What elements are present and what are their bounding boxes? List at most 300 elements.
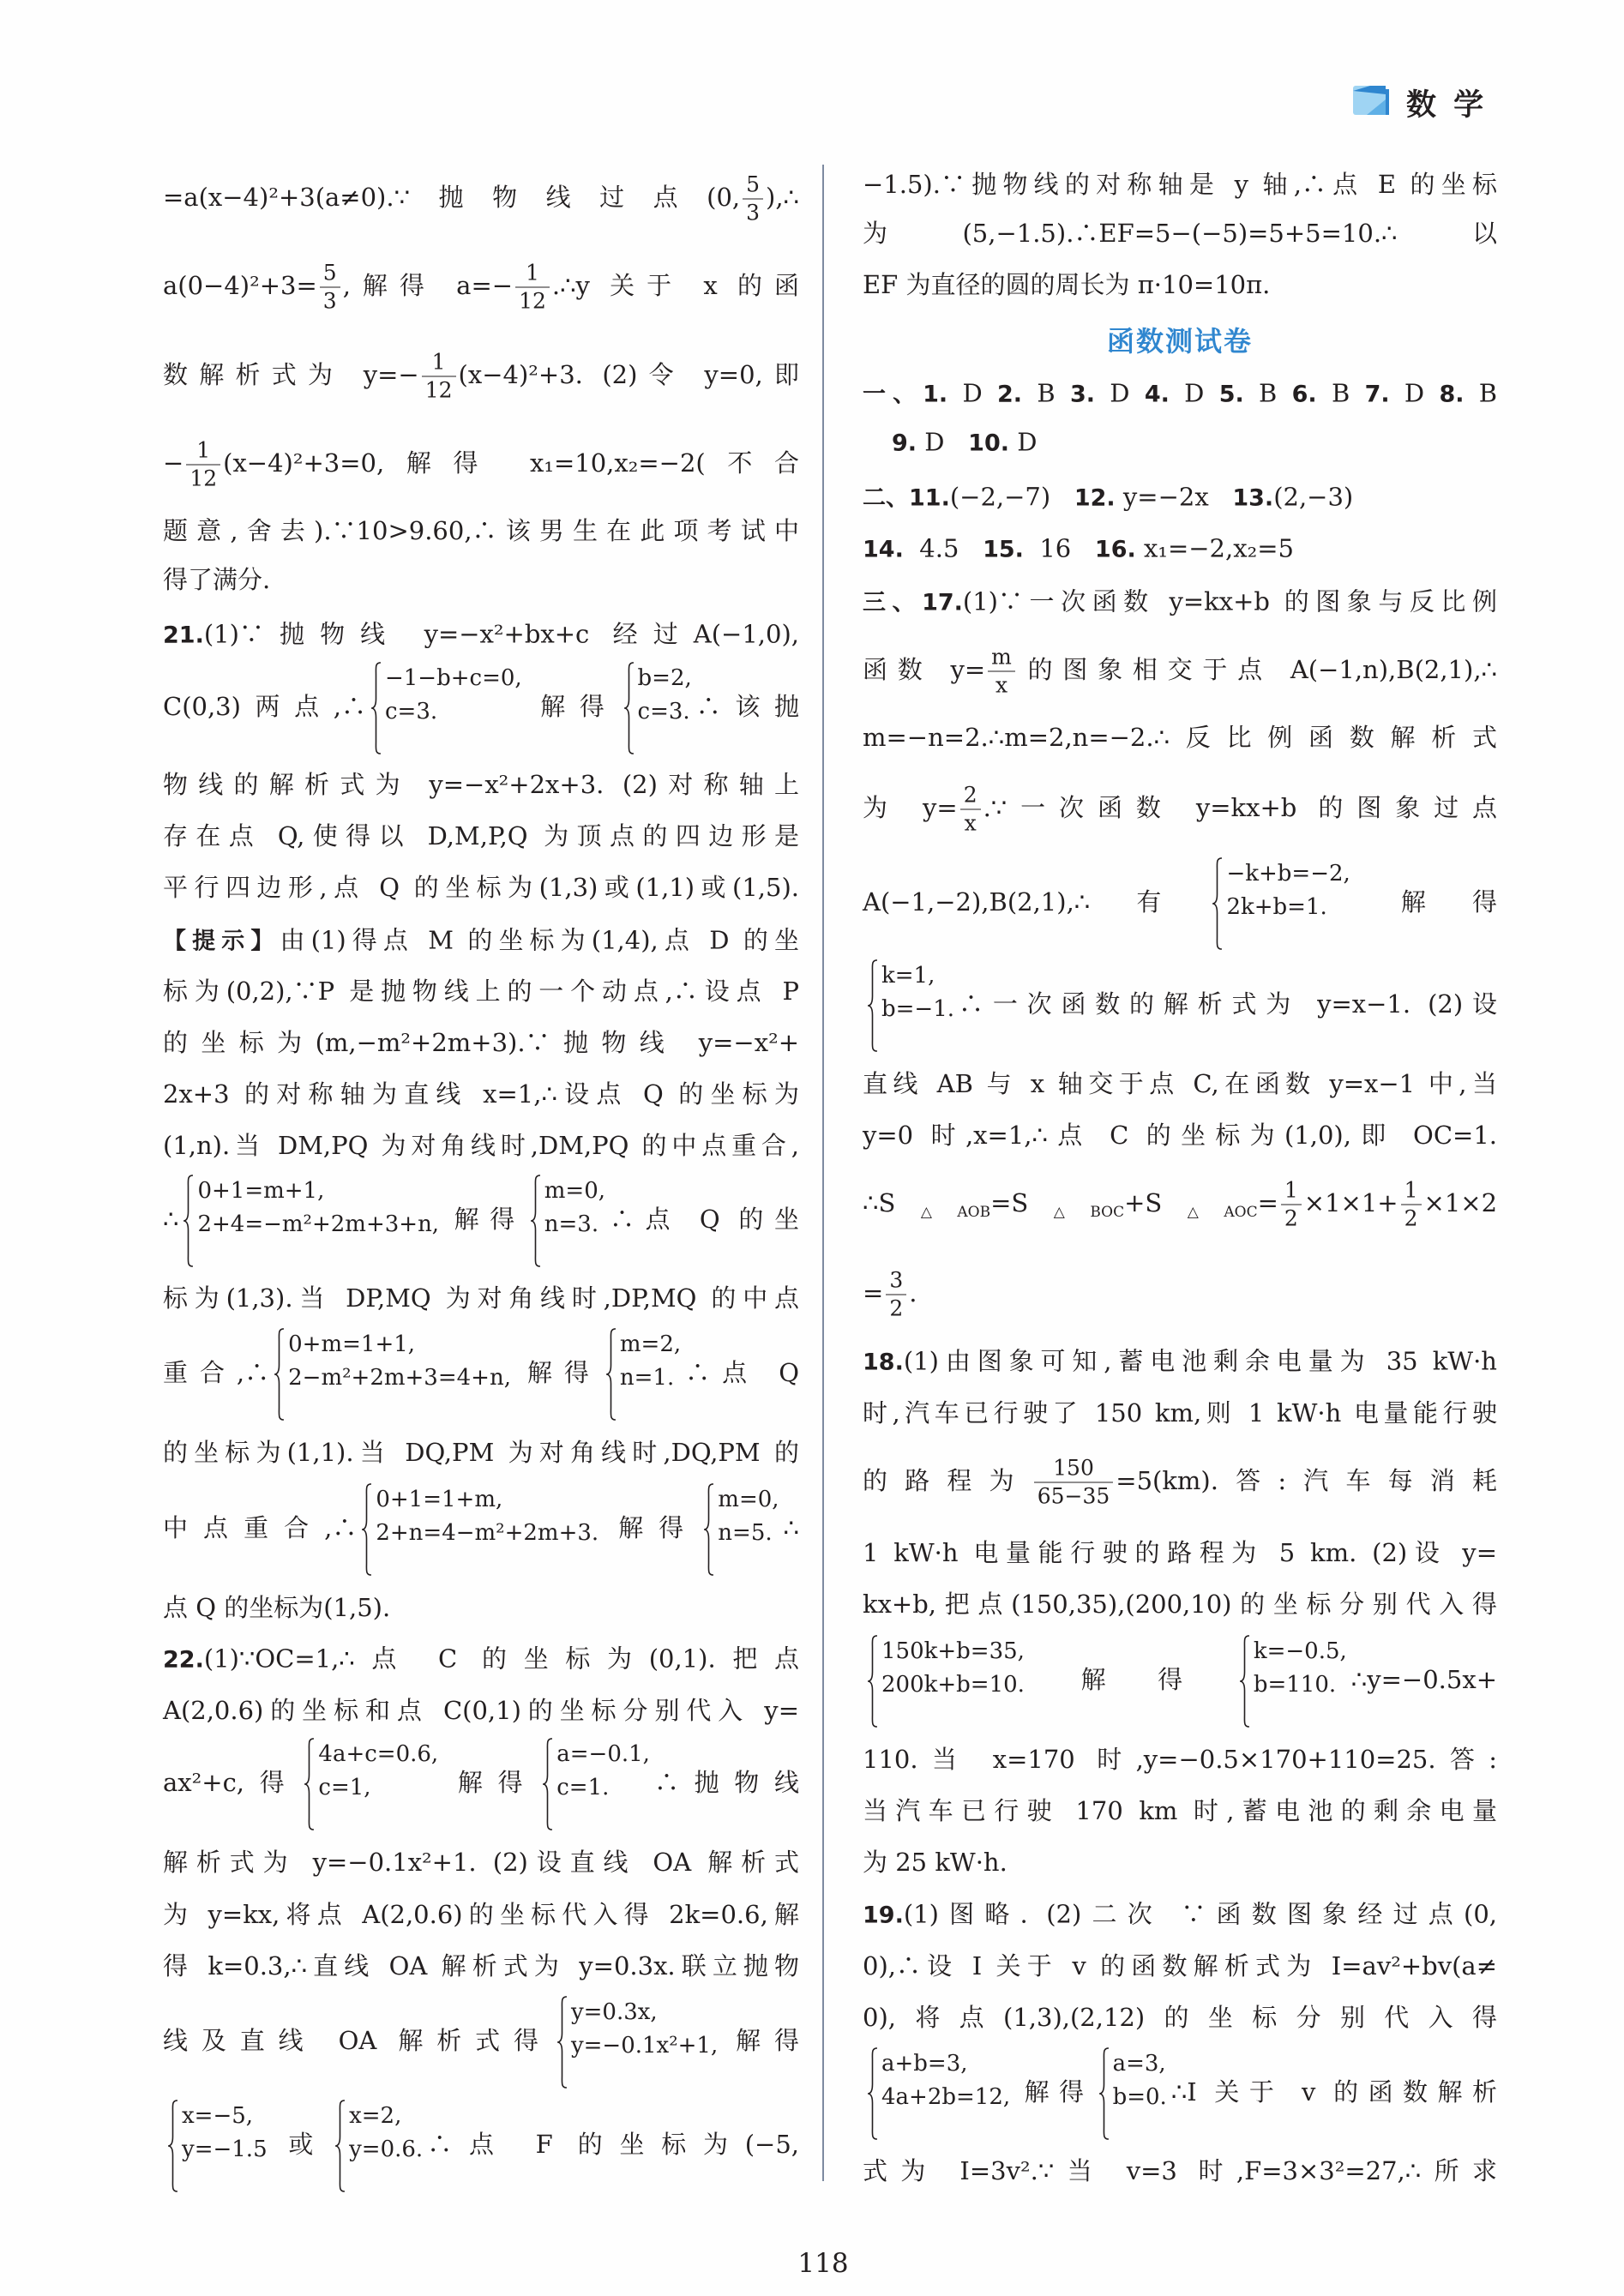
equation-row: a+b=3,	[881, 2050, 968, 2077]
text-run: 解得	[1354, 887, 1497, 917]
text-line	[863, 533, 1497, 565]
text-run: 16	[1023, 533, 1095, 563]
fraction-numerator: 5	[320, 261, 340, 288]
subject-title: 数 学	[1406, 88, 1488, 123]
left-brace-icon	[361, 1483, 372, 1576]
left-brace-icon	[1212, 857, 1223, 950]
text-line	[863, 378, 1497, 410]
question-number: 一、1.	[863, 381, 948, 408]
text-line	[163, 350, 799, 404]
equation-row: a=−0.1,	[556, 1740, 650, 1767]
fraction-numerator: 5	[743, 172, 763, 200]
text-run: 解得	[1028, 1665, 1235, 1695]
fraction-denominator: 3	[322, 288, 337, 314]
left-brace-icon	[867, 1635, 878, 1728]
text-line	[163, 872, 799, 903]
text-run: ∴该抛	[695, 692, 799, 722]
equation-row: 200k+b=10.	[881, 1671, 1025, 1698]
equation-row: n=5.	[718, 1519, 773, 1546]
equation-row: y=0.3x,	[570, 1998, 658, 2025]
left-brace-icon	[1239, 1635, 1250, 1728]
text-line	[863, 2047, 1497, 2140]
text-line	[863, 1795, 1497, 1826]
text-run: D	[917, 427, 969, 457]
equation-row: 150k+b=35,	[881, 1638, 1025, 1664]
text-line	[863, 1744, 1497, 1775]
text-run: (x−4)²+3=0,解得 x₁=10,x₂=−2(不合	[223, 448, 799, 478]
text-line	[163, 1027, 799, 1058]
text-run: 110.当 x=170 时,y=−0.5×170+110=25.答:	[863, 1744, 1497, 1774]
equation-row: c=3.	[384, 698, 438, 724]
text-run: 当汽车已行驶 170 km 时,蓄电池的剩余电量	[863, 1795, 1497, 1825]
text-line	[163, 515, 799, 546]
equation-rows	[376, 1483, 598, 1576]
equation-rows	[638, 662, 692, 754]
text-run: 式为 I=3v².∵当 v=3 时,F=3×3²=27,∴所求	[863, 2155, 1497, 2185]
left-brace-icon	[1098, 2047, 1110, 2140]
equation-row: n=1.	[619, 1364, 675, 1391]
text-run: 解析式为 y=−0.1x²+1. (2)设直线 OA 解析式	[163, 1847, 799, 1877]
text-line	[863, 1068, 1497, 1099]
equation-system	[304, 1738, 438, 1830]
text-run: C(0,3)两点,∴	[163, 692, 366, 722]
text-run: (2,−3)	[1273, 482, 1354, 512]
equation-row: b=−1.	[881, 995, 955, 1022]
question-number: 【提示】	[163, 928, 280, 955]
text-line	[163, 1328, 799, 1421]
text-run: =a(x−4)²+3(a≠0).∵抛物线过点(0,	[163, 183, 741, 212]
text-line	[163, 1950, 799, 1981]
left-brace-icon	[542, 1738, 553, 1830]
equation-system	[623, 662, 692, 754]
question-number: 16.	[1094, 536, 1136, 563]
fraction	[1034, 1456, 1114, 1510]
subscript: △AOC	[1162, 1204, 1258, 1221]
fraction-denominator: x	[995, 672, 1008, 698]
left-brace-icon	[556, 1996, 568, 2089]
equation-row: c=1.	[556, 1774, 610, 1800]
text-line	[163, 1738, 799, 1830]
fraction-denominator: 12	[519, 288, 546, 314]
text-run: y=−2x	[1115, 482, 1233, 512]
equation-system	[867, 2047, 1010, 2140]
equation-rows	[288, 1328, 511, 1421]
equation-rows	[1113, 2047, 1167, 2140]
question-number: 6.	[1291, 381, 1317, 408]
text-run: D	[1169, 378, 1219, 408]
page-number: 118	[797, 2248, 849, 2279]
text-line	[163, 261, 799, 315]
text-run: ∴I 关于 v 的函数解析	[1170, 2077, 1497, 2107]
fraction-numerator: 150	[1034, 1456, 1114, 1483]
text-line	[863, 645, 1497, 699]
text-run: ∴一次函数的解析式为 y=x−1. (2)设	[959, 989, 1497, 1019]
equation-row: 4a+2b=12,	[881, 2083, 1011, 2110]
subscript: △AOB	[895, 1204, 991, 1221]
text-line	[863, 1456, 1497, 1510]
text-run: (1)由图象可知,蓄电池剩余电量为 35 kW·h	[903, 1346, 1497, 1376]
equation-rows	[1254, 1635, 1347, 1728]
equation-system	[530, 1175, 605, 1267]
equation-rows	[881, 2047, 1010, 2140]
text-run: 解得	[722, 2026, 799, 2056]
fraction	[422, 350, 456, 404]
text-run: =5(km).答:汽车每消耗	[1116, 1466, 1497, 1495]
text-run: 0),将点(1,3),(2,12)的坐标分别代入得	[863, 2002, 1497, 2032]
fraction	[988, 645, 1015, 699]
left-brace-icon	[530, 1175, 541, 1267]
left-brace-icon	[867, 2047, 878, 2140]
equation-rows	[556, 1738, 650, 1830]
subscript: △BOC	[1028, 1204, 1125, 1221]
equation-row: a=3,	[1112, 2050, 1166, 2077]
question-number: 13.	[1232, 484, 1274, 512]
text-line	[163, 1592, 799, 1623]
equation-row: y=−1.5	[182, 2136, 268, 2162]
text-run: 线及直线 OA 解析式得	[163, 2026, 552, 2056]
text-run: .∴y 关于 x 的函	[551, 271, 800, 300]
text-line	[163, 820, 799, 851]
text-line	[163, 769, 799, 800]
text-run: ∴S	[863, 1188, 896, 1217]
question-number: 22.	[163, 1646, 204, 1674]
text-line	[163, 2100, 799, 2192]
fraction-denominator: 2	[1284, 1205, 1298, 1231]
text-run: −	[163, 448, 184, 478]
text-run: 得 k=0.3,∴直线 OA 解析式为 y=0.3x.联立抛物	[163, 1950, 799, 1980]
text-run: 的坐标为(1,1).当 DQ,PM 为对角线时,DQ,PM 的	[163, 1437, 799, 1467]
fraction	[1281, 1178, 1302, 1232]
left-brace-icon	[867, 959, 878, 1052]
fraction-denominator: 3	[746, 200, 761, 225]
fraction-denominator: 12	[189, 466, 218, 491]
equation-row: m=0,	[718, 1486, 779, 1512]
text-run: A(2,0.6)的坐标和点 C(0,1)的坐标分别代入 y=	[163, 1695, 799, 1725]
left-brace-icon	[605, 1328, 617, 1421]
text-run: ax²+c,得	[163, 1768, 300, 1798]
text-run: a(0−4)²+3=	[163, 271, 317, 300]
text-line	[163, 1175, 799, 1267]
text-line	[163, 1847, 799, 1878]
equation-rows	[544, 1175, 605, 1267]
equation-system	[1239, 1635, 1347, 1728]
equation-rows	[881, 959, 954, 1052]
text-run: 2x+3 的对称轴为直线 x=1,∴设点 Q 的坐标为	[163, 1079, 799, 1109]
text-run: 为(5,−1.5).∴EF=5−(−5)=5+5=10.∴以	[863, 218, 1497, 248]
question-number: 19.	[863, 1902, 904, 1929]
text-run: x₁=−2,x₂=5	[1135, 533, 1294, 563]
text-run: ∴抛物线	[653, 1768, 799, 1798]
fraction-numerator: m	[988, 645, 1015, 672]
text-line	[163, 925, 799, 957]
question-number: 15.	[983, 536, 1024, 563]
text-line	[863, 1847, 1497, 1878]
text-run: D	[1009, 427, 1038, 457]
text-run: 重合,∴	[163, 1358, 270, 1388]
text-run: =	[863, 1278, 884, 1307]
text-run: 解得	[514, 1358, 601, 1388]
equation-row: 4a+c=0.6,	[318, 1740, 439, 1767]
equation-row: n=3.	[544, 1211, 599, 1237]
fraction	[1401, 1178, 1422, 1232]
equation-row: 0+1=m+1,	[197, 1177, 325, 1204]
text-line	[863, 1537, 1497, 1568]
text-run: ×1×2	[1423, 1188, 1498, 1217]
text-run: (1)∵抛物线 y=−x²+bx+c 经过A(−1,0),	[203, 619, 799, 649]
text-run: 或	[271, 2130, 331, 2160]
equation-system	[703, 1483, 779, 1576]
text-run: (x−4)²+3. (2)令 y=0,即	[458, 360, 799, 389]
text-line	[163, 1483, 799, 1576]
question-number: 12.	[1074, 484, 1116, 512]
fraction-numerator: 2	[960, 783, 981, 810]
equation-system	[542, 1738, 650, 1830]
question-number: 18.	[863, 1349, 904, 1376]
equation-rows	[385, 662, 522, 754]
text-run: 1 kW·h 电量能行驶的路程为 5 km. (2)设 y=	[863, 1537, 1497, 1567]
text-run: 直线 AB 与 x 轴交于点 C,在函数 y=x−1 中,当	[863, 1068, 1497, 1098]
fraction	[515, 261, 550, 315]
equation-system	[867, 1635, 1025, 1728]
text-run: ,解得 a=−	[342, 271, 514, 300]
text-run: (1)∵一次函数 y=kx+b 的图象与反比例	[962, 586, 1497, 616]
question-number: 8.	[1439, 381, 1465, 408]
text-run: 解得	[526, 692, 619, 722]
text-line	[163, 1283, 799, 1313]
equation-row: 0+m=1+1,	[288, 1331, 416, 1357]
text-run: D	[1095, 378, 1145, 408]
fraction-numerator: 1	[186, 438, 220, 466]
equation-row: c=3.	[637, 698, 690, 724]
left-brace-icon	[167, 2100, 178, 2192]
text-run: 函数 y=	[863, 655, 986, 684]
fraction-numerator: 1	[1281, 1178, 1302, 1205]
text-run: ∴	[163, 1205, 179, 1235]
text-run: 时,汽车已行驶了 150 km,则 1 kW·h 电量能行驶	[863, 1397, 1497, 1427]
equation-system	[1098, 2047, 1167, 2140]
fraction	[960, 783, 981, 837]
text-line	[863, 2155, 1497, 2186]
text-run: 由(1)得点 M 的坐标为(1,4),点 D 的坐	[280, 925, 799, 955]
left-brace-icon	[623, 662, 635, 754]
text-line	[863, 1589, 1497, 1620]
column-divider	[822, 165, 824, 2181]
text-run: 点 Q 的坐标为(1,5).	[163, 1592, 391, 1622]
text-run: B	[1243, 378, 1292, 408]
text-run: −1.5).∵抛物线的对称轴是 y 轴,∴点 E 的坐标	[863, 169, 1497, 199]
text-run: D	[1389, 378, 1440, 408]
equation-row: x=2,	[349, 2102, 402, 2129]
left-brace-icon	[274, 1328, 285, 1421]
text-run: 标为(1,3).当 DP,MQ 为对角线时,DP,MQ 的中点	[163, 1283, 799, 1313]
section-title: 函数测试卷	[1106, 325, 1253, 358]
text-run: 的路程为	[863, 1466, 1032, 1495]
fraction-denominator: 2	[889, 1295, 904, 1321]
text-line	[863, 959, 1497, 1052]
book-corner-icon	[1351, 82, 1391, 118]
text-run: y=0 时,x=1,∴点 C 的坐标为(1,0),即 OC=1.	[863, 1120, 1497, 1150]
text-run: 得了满分.	[163, 564, 271, 594]
text-run: ∴	[783, 1513, 799, 1543]
text-run: 标为(0,2),∵P 是抛物线上的一个动点,∴设点 P	[163, 976, 799, 1006]
equation-system	[1212, 857, 1350, 950]
text-line	[163, 976, 799, 1007]
equation-row: 2k+b=1.	[1226, 893, 1327, 920]
text-line	[863, 1635, 1497, 1728]
text-run: ),∴	[766, 183, 799, 212]
fraction-denominator: 65−35	[1037, 1483, 1110, 1509]
equation-system	[334, 2100, 423, 2192]
equation-row: 0+1=1+m,	[376, 1486, 503, 1512]
equation-system	[556, 1996, 718, 2089]
fraction-denominator: x	[964, 810, 977, 836]
text-run: EF 为直径的圆的周长为 π·10=10π.	[863, 269, 1271, 299]
equation-row: y=−0.1x²+1,	[570, 2032, 719, 2059]
text-line	[163, 1899, 799, 1930]
question-number: 3.	[1069, 381, 1095, 408]
equation-rows	[182, 2100, 268, 2192]
text-run: 的图象相交于点 A(−1,n),B(2,1),∴	[1017, 655, 1497, 684]
text-run: =	[1257, 1188, 1278, 1217]
equation-rows	[881, 1635, 1025, 1728]
question-number: 4.	[1144, 381, 1170, 408]
text-run: 为 25 kW·h.	[863, 1847, 1007, 1877]
equation-row: 2+4=−m²+2m+3+n,	[197, 1211, 440, 1237]
equation-rows	[718, 1483, 779, 1576]
question-number: 三、17.	[863, 589, 963, 616]
equation-system	[361, 1483, 598, 1576]
text-line	[892, 427, 1497, 459]
equation-rows	[197, 1175, 439, 1267]
fraction-numerator: 1	[1401, 1178, 1422, 1205]
text-line	[163, 1644, 799, 1675]
text-run: B	[1464, 378, 1498, 408]
text-line	[863, 2002, 1497, 2033]
equation-system	[605, 1328, 681, 1421]
text-run: 物线的解析式为 y=−x²+2x+3. (2)对称轴上	[163, 769, 799, 799]
text-line	[863, 783, 1497, 837]
text-run: ∴y=−0.5x+	[1350, 1665, 1497, 1695]
text-run: 解得	[443, 1205, 526, 1235]
equation-row: c=1,	[318, 1774, 371, 1800]
equation-row: m=2,	[619, 1331, 682, 1357]
left-brace-icon	[334, 2100, 346, 2192]
equation-row: 2+n=4−m²+2m+3.	[376, 1519, 599, 1546]
text-line	[863, 1120, 1497, 1151]
fraction	[320, 261, 340, 315]
equation-rows	[571, 1996, 718, 2089]
text-run: ∴点 F 的坐标为(−5,	[427, 2130, 799, 2160]
text-line	[163, 564, 799, 595]
equation-system	[867, 959, 954, 1052]
text-line	[863, 857, 1497, 950]
fraction-numerator: 1	[515, 261, 550, 288]
text-line	[163, 1695, 799, 1726]
equation-rows	[349, 2100, 423, 2192]
text-line	[163, 438, 799, 492]
equation-row: b=110.	[1253, 1671, 1337, 1698]
text-line	[163, 1996, 799, 2089]
text-line	[163, 1130, 799, 1161]
equation-system	[274, 1328, 511, 1421]
text-run: =S	[990, 1188, 1029, 1217]
text-run: (1,n).当 DM,PQ 为对角线时,DM,PQ 的中点重合,	[163, 1130, 799, 1160]
text-line	[163, 619, 799, 651]
equation-row: b=0.	[1112, 2083, 1167, 2110]
left-brace-icon	[304, 1738, 315, 1830]
text-run: ×1×1+	[1303, 1188, 1398, 1217]
text-line	[863, 586, 1497, 618]
equation-row: y=0.6.	[349, 2136, 424, 2162]
text-line	[863, 1397, 1497, 1428]
equation-row: −1−b+c=0,	[384, 664, 522, 691]
equation-row: b=2,	[637, 664, 692, 691]
text-line	[163, 1437, 799, 1468]
text-run: 为 y=	[863, 793, 958, 822]
text-run: ∴点 Q	[685, 1358, 799, 1388]
question-number: 5.	[1218, 381, 1244, 408]
text-run: 解得	[1014, 2077, 1094, 2107]
left-brace-icon	[703, 1483, 714, 1576]
question-number: 7.	[1364, 381, 1390, 408]
equation-row: k=−0.5,	[1253, 1638, 1347, 1664]
text-line	[863, 1899, 1497, 1931]
equation-row: m=0,	[544, 1177, 605, 1204]
text-line	[863, 722, 1497, 753]
equation-rows	[318, 1738, 438, 1830]
text-run: kx+b,把点(150,35),(200,10)的坐标分别代入得	[863, 1589, 1497, 1619]
fraction	[743, 172, 763, 226]
equation-system	[167, 2100, 268, 2192]
text-line	[163, 172, 799, 226]
text-run: +S	[1124, 1188, 1163, 1217]
question-number: 14.	[863, 536, 904, 563]
text-run: (1)∵OC=1,∴点 C 的坐标为(0,1).把点	[203, 1644, 799, 1674]
question-number: 2.	[997, 381, 1023, 408]
text-line	[863, 1178, 1497, 1232]
text-run: .	[909, 1278, 917, 1307]
left-brace-icon	[183, 1175, 194, 1267]
text-line	[863, 482, 1497, 514]
left-brace-icon	[370, 662, 382, 754]
text-line	[863, 269, 1497, 300]
text-line	[863, 1950, 1497, 1981]
equation-rows	[620, 1328, 681, 1421]
text-line	[163, 1079, 799, 1109]
text-run: 题意,舍去).∵10>9.60,∴该男生在此项考试中	[163, 515, 799, 545]
question-number: 21.	[163, 622, 204, 649]
text-run: 中点重合,∴	[163, 1513, 358, 1543]
text-line	[863, 1346, 1497, 1378]
text-run: (1)图略. (2)二次 ∵函数图象经过点(0,	[903, 1899, 1497, 1929]
equation-row: −k+b=−2,	[1226, 860, 1350, 887]
question-number: 二、11.	[863, 484, 950, 512]
text-line	[863, 1268, 1497, 1322]
text-run: 0),∴设 I 关于 v 的函数解析式为 I=av²+bv(a≠	[863, 1950, 1497, 1980]
fraction-denominator: 2	[1404, 1205, 1418, 1231]
text-run: (−2,−7)	[949, 482, 1074, 512]
text-run: ∴点 Q 的坐	[610, 1205, 799, 1235]
equation-rows	[1226, 857, 1350, 950]
fraction	[186, 438, 220, 492]
text-run: 解得	[603, 1513, 700, 1543]
text-run: B	[1022, 378, 1070, 408]
fraction-denominator: 12	[424, 377, 453, 403]
text-run: 存在点 Q,使得以 D,M,P,Q 为顶点的四边形是	[163, 820, 799, 850]
equation-system	[183, 1175, 439, 1267]
fraction	[886, 1268, 906, 1322]
equation-row: 2−m²+2m+3=4+n,	[288, 1364, 511, 1391]
